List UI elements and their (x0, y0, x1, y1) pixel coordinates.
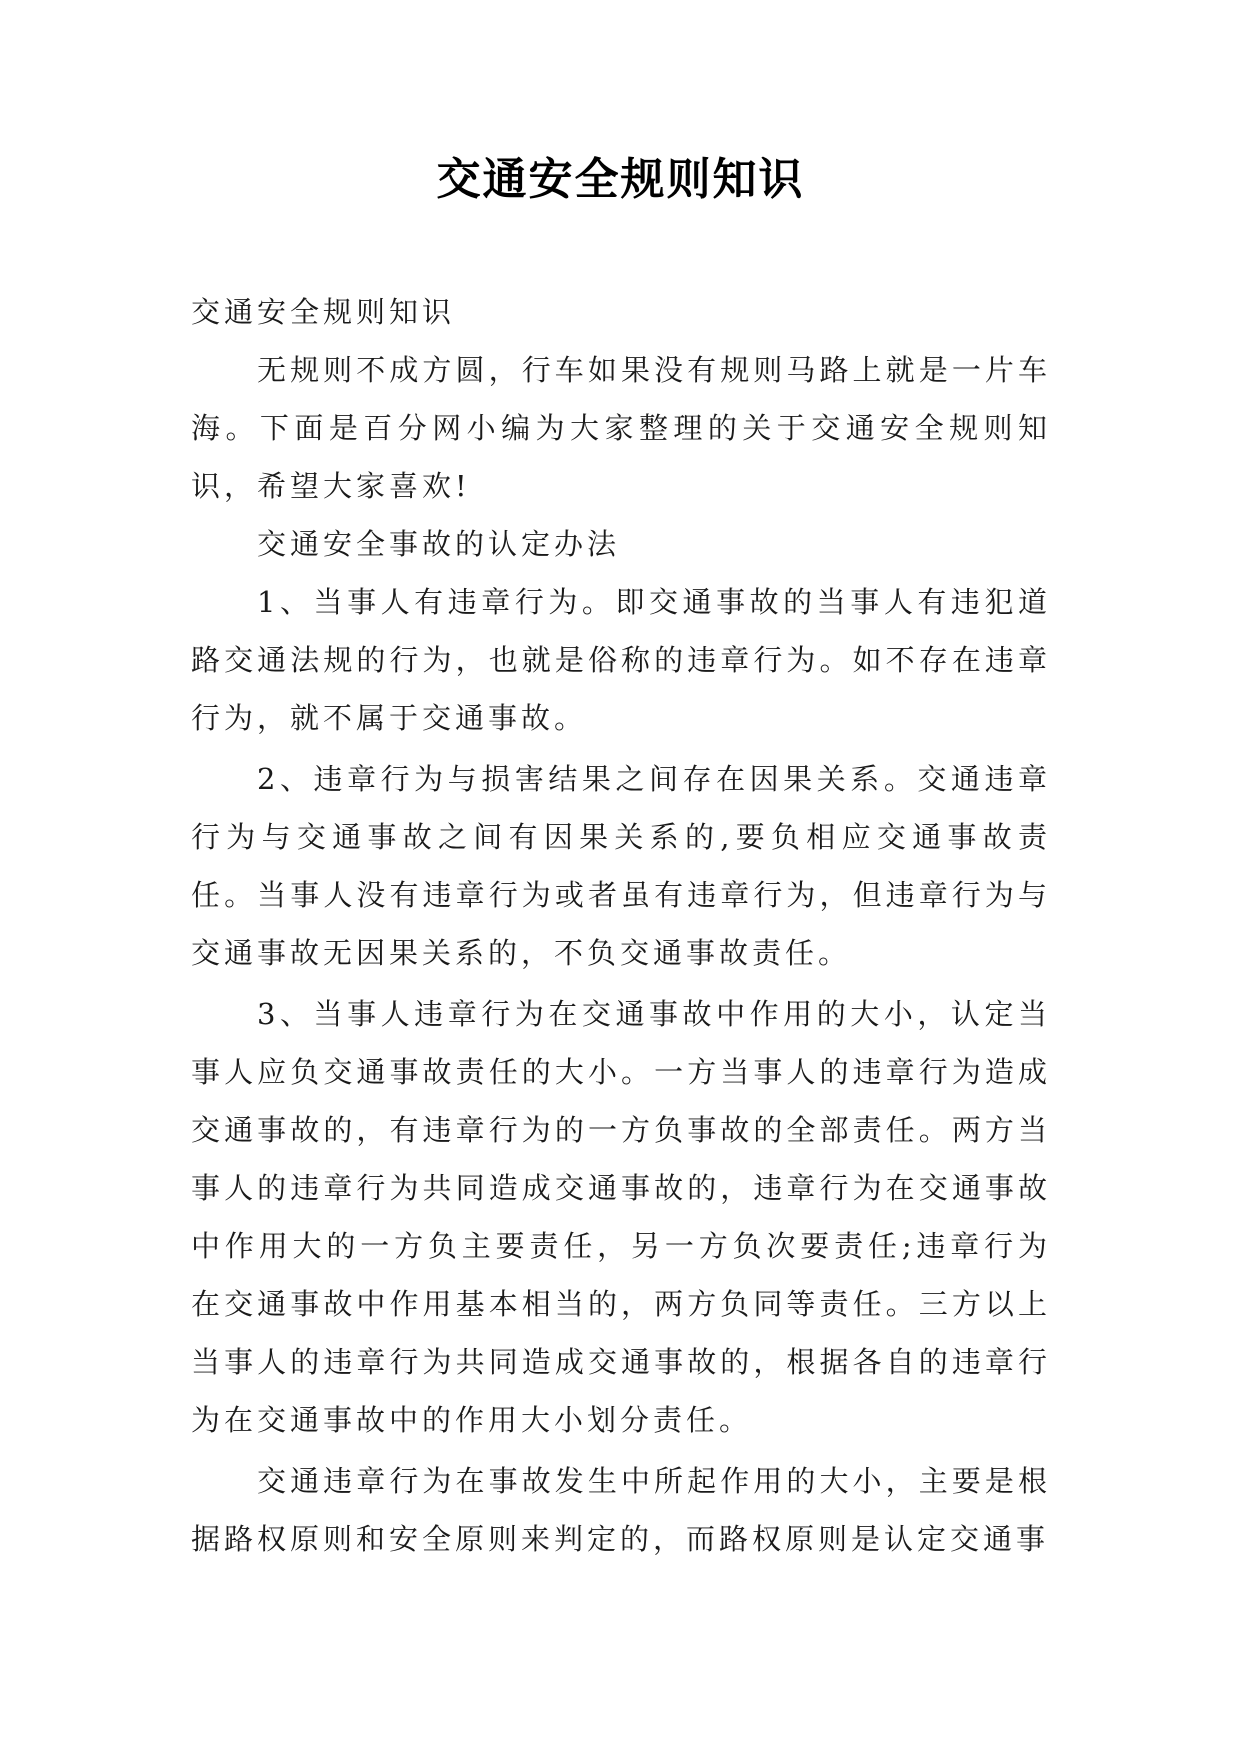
subtitle-paragraph: 交通安全规则知识 (191, 295, 456, 329)
closing-paragraph: 交通违章行为在事故发生中所起作用的大小，主要是根据路权原则和安全原则来判定的，而路权原则是认定交通事 (191, 1464, 1051, 1556)
item-paragraph-3: 3、当事人违章行为在交通事故中作用的大小，认定当事人应负交通事故责任的大小。一方当事人的违章行为造成交通事故的，有违章行为的一方负事故的全部责任。两方当事人的违章行为共同造成交通事故的，违章行为在交通事故中作用大的一方负主要责任，另一方负次要责任;违章行为在交通事故中作用基本相当的，两方负同等责任。三方以上当事人的违章行为共同造成交通事故的，根据各自的违章行为在交通事故中的作用大小划分责任。 (191, 997, 1051, 1437)
intro-paragraph: 无规则不成方圆，行车如果没有规则马路上就是一片车海。下面是百分网小编为大家整理的关于交通安全规则知识，希望大家喜欢! (191, 353, 1051, 503)
item-paragraph-2: 2、违章行为与损害结果之间存在因果关系。交通违章行为与交通事故之间有因果关系的,要负相应交通事故责任。当事人没有违章行为或者虽有违章行为，但违章行为与交通事故无因果关系的，不负交通事故责任。 (191, 762, 1051, 970)
section-heading: 交通安全事故的认定办法 (257, 527, 621, 561)
document-title: 交通安全规则知识 (436, 154, 805, 205)
document-body (191, 283, 1051, 1568)
item-paragraph-1: 1、当事人有违章行为。即交通事故的当事人有违犯道路交通法规的行为，也就是俗称的违章行为。如不存在违章行为，就不属于交通事故。 (191, 585, 1051, 735)
